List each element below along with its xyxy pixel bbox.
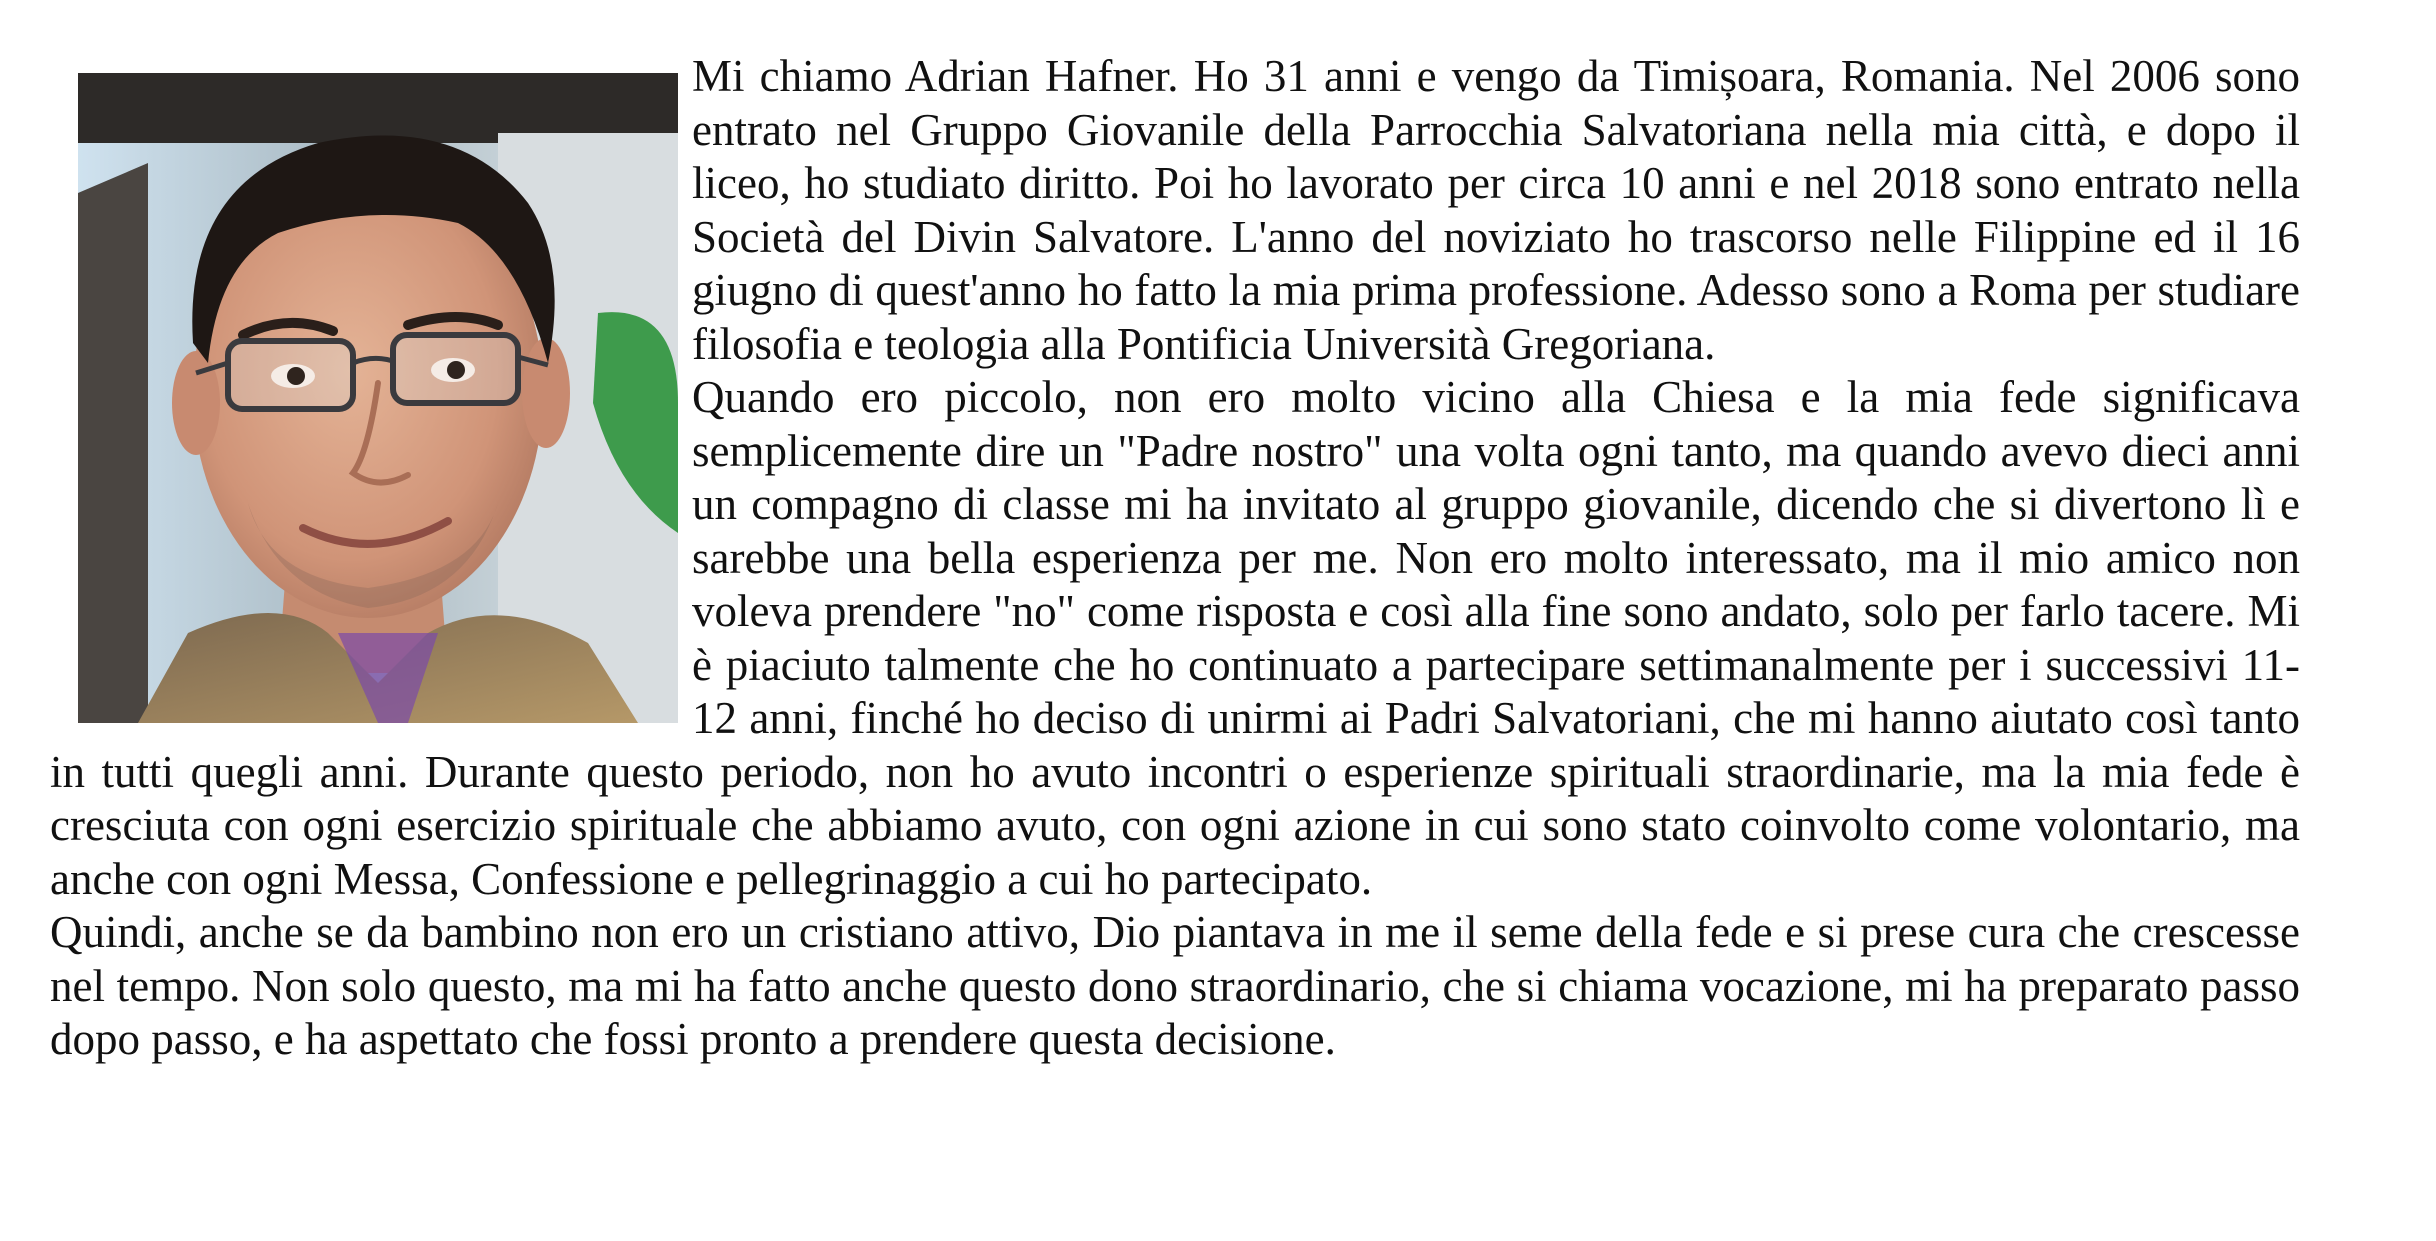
document-page [50, 50, 2300, 1067]
paragraph-vocation: Quindi, anche se da bambino non ero un cristiano attivo, Dio piantava in me il seme della fede e si prese cura che crescesse nel tempo. Non solo questo, ma mi ha fatto anche questo dono straordinario, che si chiama vocazione, mi ha preparato passo dopo passo, e ha aspettato che fossi pronto a prendere questa decisione. [50, 907, 2300, 1064]
paragraph-intro: Mi chiamo Adrian Hafner. Ho 31 anni e vengo da Timișoara, Romania. Nel 2006 sono entrato nel Gruppo Giovanile della Parrocchia Salvatoriana nella mia città, e dopo il liceo, ho studiato diritto. Poi ho lavorato per circa 10 anni e nel 2018 sono entrato nella Società del Divin Salvatore. L'anno del noviziato ho trascorso nelle Filippine ed il 16 giugno di quest'anno ho fatto la mia prima professione. Adesso sono a Roma per studiare filosofia e teologia alla Pontificia Università Gregoriana. [692, 51, 2300, 369]
portrait-photo [78, 73, 678, 723]
paragraph-faith-story: Quando ero piccolo, non ero molto vicino alla Chiesa e la mia fede significava semplicemente dire un "Padre nostro" una volta ogni tanto, ma quando avevo dieci anni un compagno di classe mi ha invitato al gruppo giovanile, dicendo che si divertono lì e sarebbe una bella esperienza per me. Non ero molto interessato, ma il mio amico non voleva prendere "no" come risposta e così alla fine sono andato, solo per farlo tacere. Mi è piaciuto talmente che ho continuato a partecipare settimanalmente per i successivi 11-12 anni, finché ho deciso di unirmi ai Padri Salvatoriani, che mi hanno aiutato così tanto in tutti quegli anni. Durante questo periodo, non ho avuto incontri o esperienze spirituali straordinarie, ma la mia fede è cresciuta con ogni esercizio spirituale che abbiamo avuto, con ogni azione in cui sono stato coinvolto come volontario, ma anche con ogni Messa, Confessione e pellegrinaggio a cui ho partecipato. [50, 372, 2300, 904]
portrait-illustration [78, 73, 678, 723]
